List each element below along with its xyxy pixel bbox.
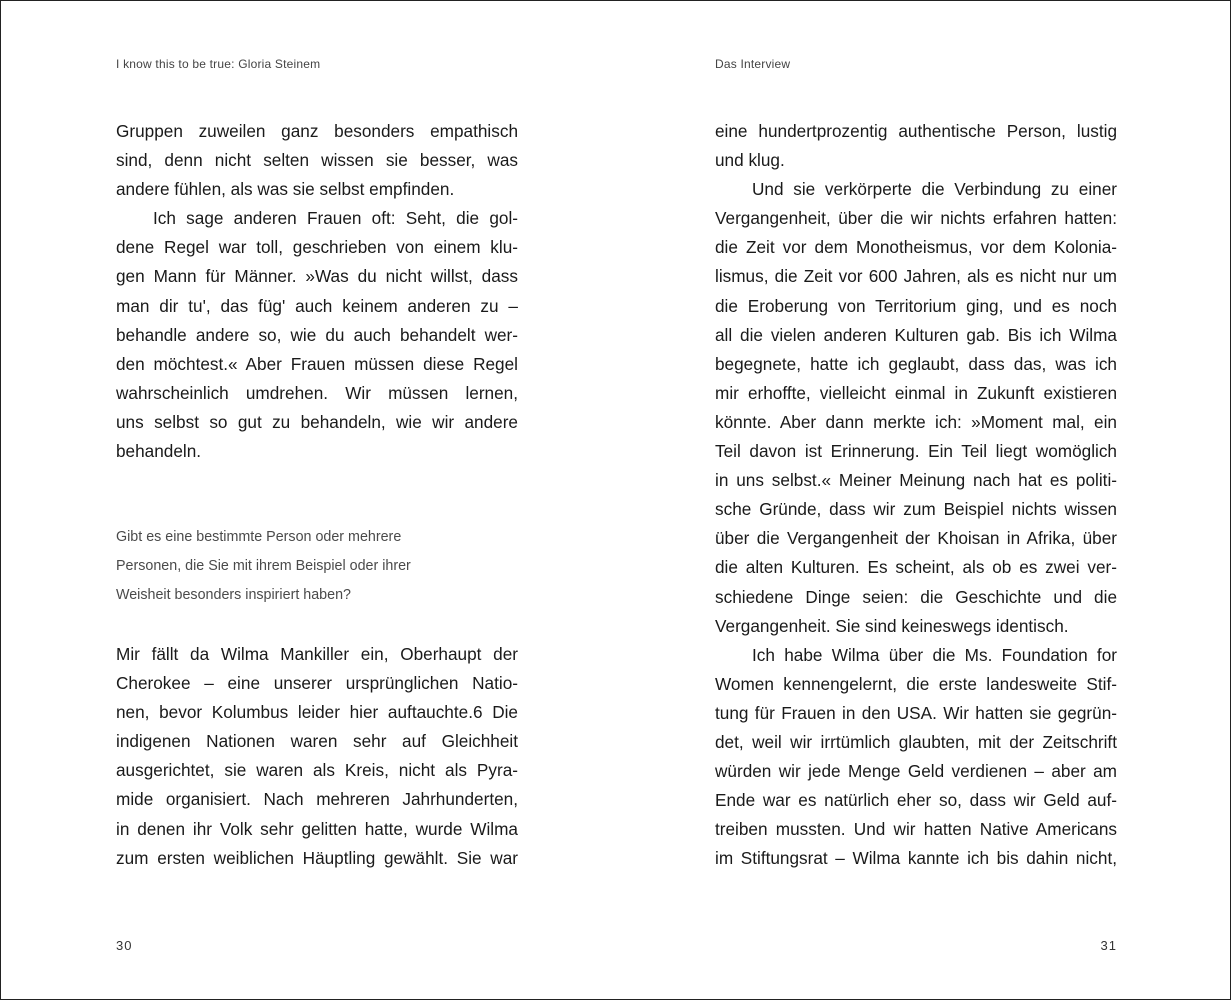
text-line: könnte. Aber dann merkte ich: »Moment mal, ein [715,411,1117,432]
interview-question [116,523,518,610]
text-line: Cherokee – eine unserer ursprünglichen Natio- [116,673,518,694]
text-line: sche Gründe, dass wir zum Beispiel nichts wissen [715,499,1117,520]
left-body-text [116,117,518,466]
text-line: in uns selbst.« Meiner Meinung nach hat es politi- [715,470,1117,491]
text-line: eine hundertprozentig authentische Person, lustig [715,121,1117,141]
left-running-head: I know this to be true: Gloria Steinem [116,57,321,71]
text-line: treiben mussten. Und wir hatten Native Americans [715,819,1117,840]
text-line: indigenen Nationen waren sehr auf Gleichheit [116,731,518,752]
text-line: die alten Kulturen. Es scheint, als ob es zwei ver- [715,557,1117,578]
text-line: det, weil wir irrtümlich glaubten, mit der Zeitschrift [715,731,1117,752]
text-line: Women kennengelernt, die erste landesweite Stif- [715,673,1117,694]
text-line: all die vielen anderen Kulturen gab. Bis ich Wilma [715,324,1117,345]
text-line: tung für Frauen in den USA. Wir hatten sie gegrün- [715,702,1117,723]
page-number: 30 [116,938,133,953]
text-line: den möchtest.« Aber Frauen müssen diese Regel [116,353,518,374]
text-line: schiedene Dinge seien: die Geschichte und die [715,586,1117,607]
question-line: Personen, die Sie mit ihrem Beispiel oder ihrer [116,558,411,575]
text-line: über die Vergangenheit der Khoisan in Afrika, über [715,528,1117,549]
text-line: die Zeit vor dem Monotheismus, vor dem Kolonia- [715,237,1117,258]
text-line: ausgerichtet, sie waren als Kreis, nicht als Pyra- [116,760,518,781]
text-line: man dir tu', das füg' auch keinem anderen zu – [116,295,518,316]
right-running-head: Das Interview [715,57,791,71]
text-line: sind, denn nicht selten wissen sie besser, was [116,150,518,171]
right-page [715,1,1117,999]
text-line: Und sie verkörperte die Verbindung zu einer [752,179,1117,200]
text-line: gen Mann für Männer. »Was du nicht willst, dass [116,266,518,287]
text-line: würden wir jede Menge Geld verdienen – aber am [715,761,1117,782]
question-line: Weisheit besonders inspiriert haben? [116,587,351,604]
text-line: Gruppen zuweilen ganz besonders empathisch [116,121,518,141]
text-line: zum ersten weiblichen Häuptling gewählt. Sie war [116,847,518,868]
right-body-text [715,117,1117,873]
text-line: die Eroberung von Territorium ging, und es noch [715,295,1117,316]
text-line: Vergangenheit. Sie sind keineswegs identisch. [715,615,1069,636]
text-line: Ende war es natürlich eher so, dass wir Geld auf- [715,790,1117,811]
text-line: in denen ihr Volk sehr gelitten hatte, wurde Wilma [116,818,518,839]
text-line: begegnete, hatte ich geglaubt, dass das, was ich [715,353,1117,374]
text-line: behandeln. [116,441,202,462]
page-number: 31 [1100,938,1117,953]
text-line: uns selbst so gut zu behandeln, wie wir andere [116,411,518,432]
text-line: Ich sage anderen Frauen oft: Seht, die gol- [153,208,518,229]
text-line: mir erhoffte, vielleicht einmal in Zukunft existieren [715,382,1117,403]
question-line: Gibt es eine bestimmte Person oder mehrere [116,529,402,545]
text-line: nen, bevor Kolumbus leider hier auftauchte.6 Die [116,702,518,723]
text-line: behandle andere so, wie du auch behandelt wer- [116,324,518,345]
text-line: Mir fällt da Wilma Mankiller ein, Oberhaupt der [116,644,518,664]
left-page [116,1,518,999]
text-line: mide organisiert. Nach mehreren Jahrhunderten, [116,789,518,810]
text-line: Ich habe Wilma über die Ms. Foundation for [752,644,1117,665]
text-line: und klug. [715,150,785,171]
text-line: andere fühlen, als was sie selbst empfinden. [116,179,455,200]
text-line: Teil davon ist Erinnerung. Ein Teil liegt womöglich [715,441,1117,462]
text-line: lismus, die Zeit vor 600 Jahren, als es nicht nur um [715,266,1117,287]
text-line: im Stiftungsrat – Wilma kannte ich bis dahin nicht, [715,848,1117,869]
text-line: dene Regel war toll, geschrieben von einem klu- [116,237,518,258]
text-line: Vergangenheit, über die wir nichts erfahren hatten: [715,208,1117,229]
interview-answer [116,640,518,873]
text-line: wahrscheinlich umdrehen. Wir müssen lernen, [116,382,518,403]
